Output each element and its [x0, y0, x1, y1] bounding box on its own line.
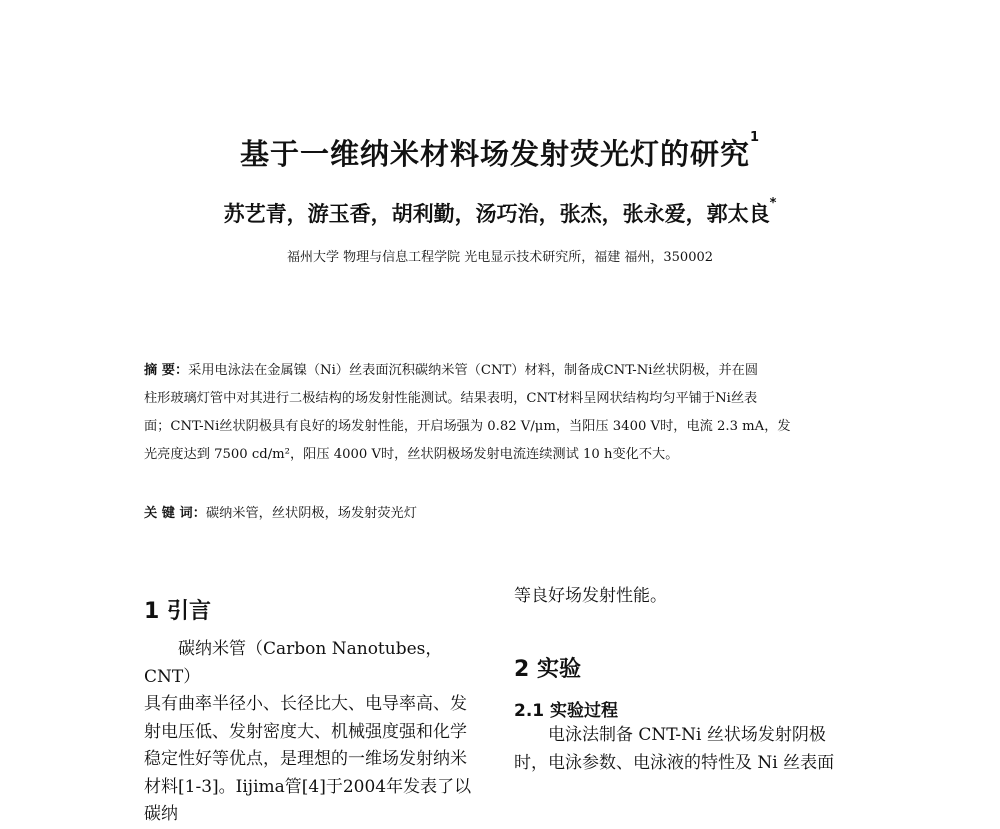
author-list — [0, 198, 1000, 228]
abstract-line: 面；CNT-Ni丝状阴极具有良好的场发射性能，开启场强为 0.82 V/μm，当阳压 3400 V时，电流 2.3 mA，发 — [144, 419, 791, 434]
body-line: 碳纳米管（Carbon Nanotubes，CNT） — [144, 639, 443, 687]
section-1-heading: 1 引言 — [144, 599, 211, 624]
body-line: 时，电泳参数、电泳液的特性及 Ni 丝表面 — [514, 752, 835, 773]
body-line: 具有曲率半径小、长径比大、电导率高、发 — [144, 694, 467, 714]
body-line: 射电压低、发射密度大、机械强度强和化学 — [144, 721, 467, 742]
title-footnote-mark: 1 — [749, 130, 761, 145]
abstract-line: 采用电泳法在金属镍（Ni）丝表面沉积碳纳米管（CNT）材料，制备成CNT-Ni丝状阴极，并在圆 — [188, 363, 759, 378]
paper-title-text: 基于一维纳米材料场发射荧光灯的研究 — [239, 137, 750, 171]
section-1-body — [144, 636, 486, 829]
paper-title — [0, 132, 1000, 173]
body-line: 材料[1-3]。Iijima管[4]于2004年发表了以碳纳 — [144, 776, 472, 824]
affiliation: 福州大学 物理与信息工程学院 光电显示技术研究所，福建 福州，350002 — [286, 250, 714, 265]
continuation-text: 等良好场发射性能。 — [514, 586, 667, 606]
abstract-label: 摘 要： — [144, 363, 189, 378]
abstract-line: 光亮度达到 7500 cd/m²，阳压 4000 V时，丝状阴极场发射电流连续测试 10 h变化不大。 — [144, 447, 679, 462]
subsection-2-1-heading: 2.1 实验过程 — [514, 701, 619, 721]
section-2-body — [514, 722, 854, 777]
keywords — [144, 502, 417, 521]
section-2-heading: 2 实验 — [514, 657, 581, 682]
keywords-text: 碳纳米管，丝状阴极，场发射荧光灯 — [205, 506, 417, 521]
body-line: 电泳法制备 CNT-Ni 丝状场发射阴极 — [548, 725, 826, 745]
abstract-line: 柱形玻璃灯管中对其进行二极结构的场发射性能测试。结果表明，CNT材料呈网状结构均匀平铺于Ni丝表 — [144, 391, 758, 406]
body-line: 稳定性好等优点，是理想的一维场发射纳米 — [144, 749, 467, 769]
abstract — [144, 357, 856, 469]
author-names: 苏艺青，游玉香，胡利勤，汤巧治，张杰，张永爱，郭太良 — [223, 202, 770, 226]
corresponding-author-mark: * — [769, 196, 777, 211]
keywords-label: 关 键 词： — [144, 506, 206, 521]
